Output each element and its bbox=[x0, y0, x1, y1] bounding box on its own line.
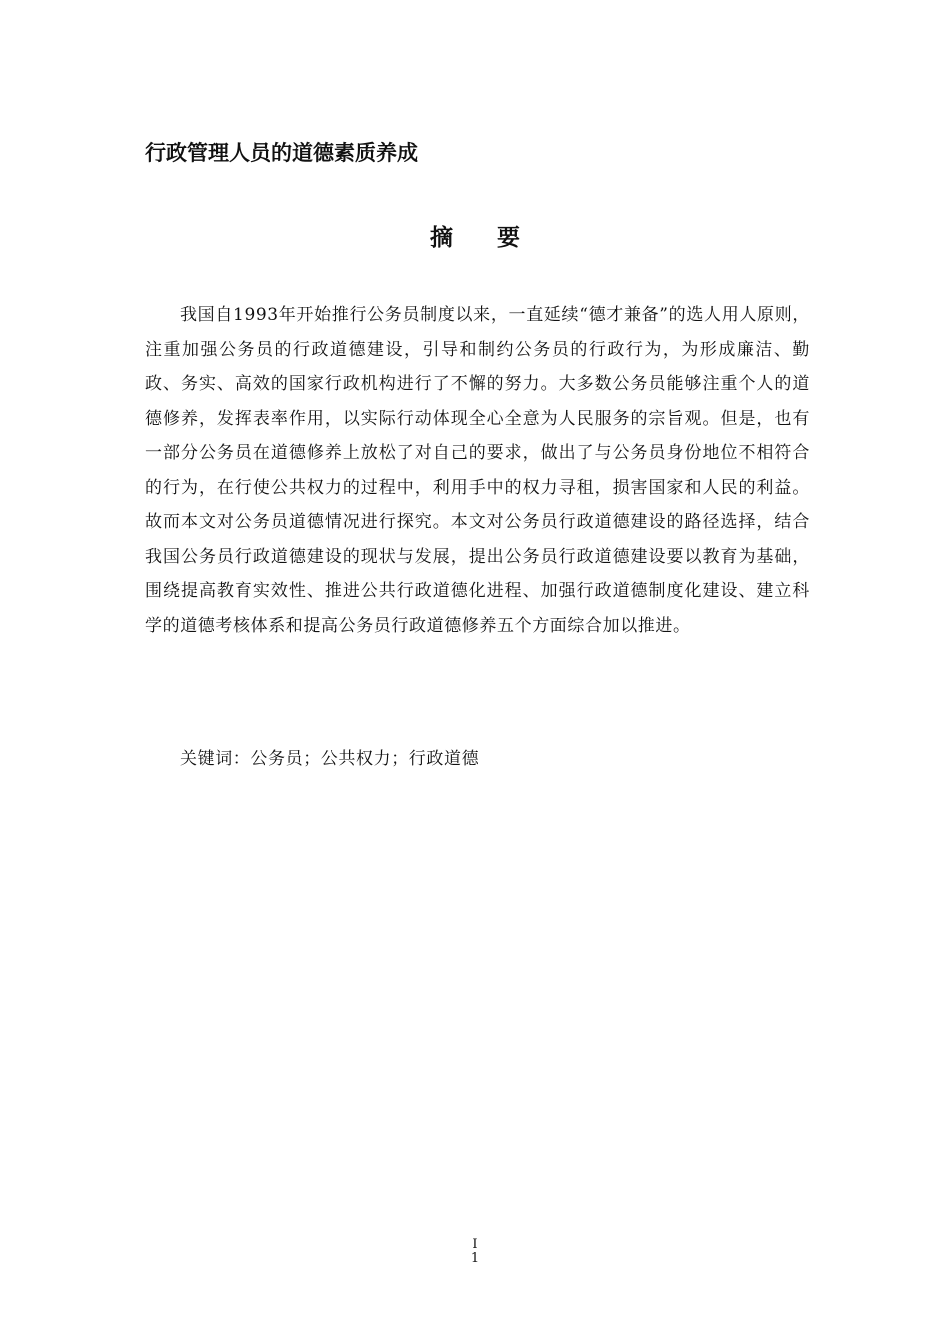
page-number-roman: I bbox=[472, 1237, 478, 1252]
page-number-arabic: 1 bbox=[470, 1251, 480, 1266]
keywords-line bbox=[180, 744, 820, 774]
abstract-heading: 摘 要 bbox=[429, 225, 538, 251]
keywords-label: 关键词： bbox=[180, 749, 251, 769]
abstract-body: 我国自1993年开始推行公务员制度以来，一直延续“德才兼备”的选人用人原则，注重加强公务员的行政道德建设，引导和制约公务员的行政行为，为形成廉洁、勤政、务实、高效的国家行政机构进行了不懈的努力。大多数公务员能够注重个人的道德修养，发挥表率作用，以实际行动体现全心全意为人民服务的宗旨观。但是，也有一部分公务员在道德修养上放松了对自己的要求，做出了与公务员身份地位不相符合的行为，在行使公共权力的过程中，利用手中的权力寻租，损害国家和人民的利益。故而本文对公务员道德情况进行探究。本文对公务员行政道德建设的路径选择，结合我国公务员行政道德建设的现状与发展，提出公务员行政道德建设要以教育为基础，围绕提高教育实效性、推进公共行政道德化进程、加强行政道德制度化建设、建立科学的道德考核体系和提高公务员行政道德修养五个方面综合加以推进。 bbox=[145, 305, 810, 636]
keywords-list: 公务员；公共权力；行政道德 bbox=[250, 749, 480, 769]
page-number bbox=[0, 1238, 950, 1266]
document-title: 行政管理人员的道德素质养成 bbox=[145, 141, 418, 165]
